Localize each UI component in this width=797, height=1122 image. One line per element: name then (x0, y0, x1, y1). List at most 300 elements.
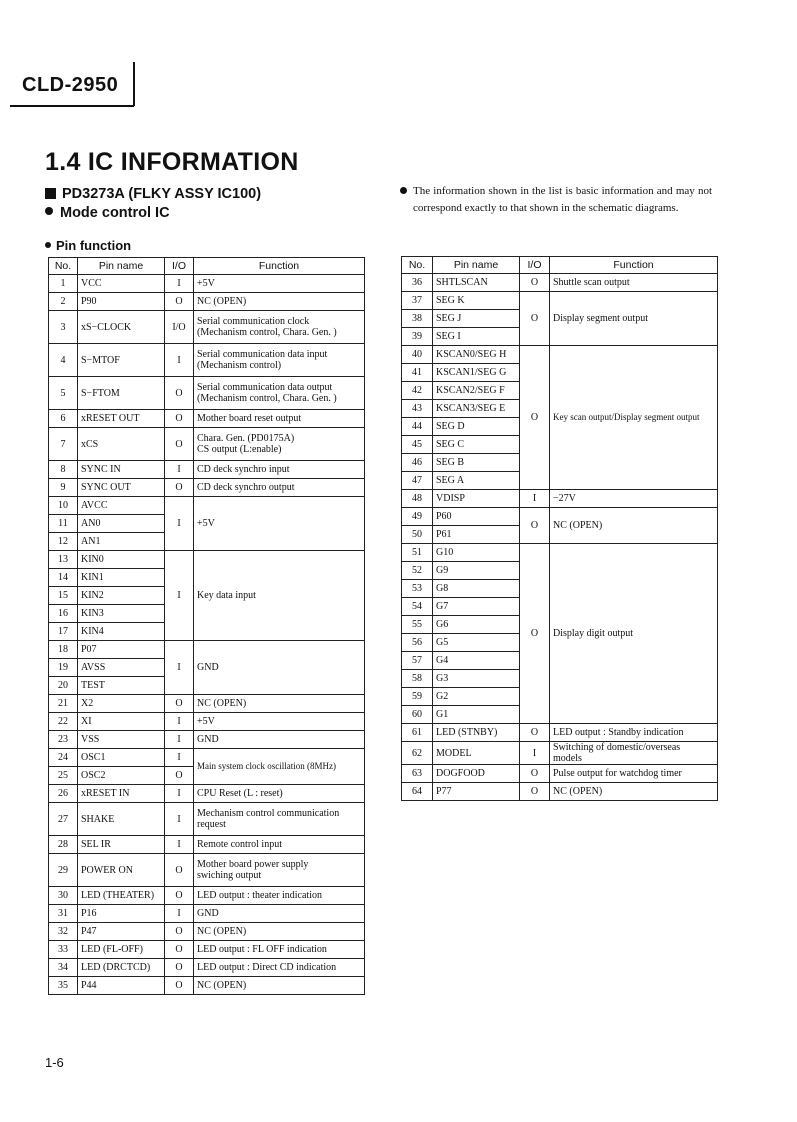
function-text-line2: CS output (L:enable) (197, 444, 282, 455)
pin-name: X2 (78, 695, 165, 713)
table-row (49, 803, 365, 836)
pin-number: 23 (49, 731, 78, 749)
pin-number: 56 (402, 634, 433, 652)
pin-number: 7 (49, 428, 78, 461)
pin-number: 25 (49, 767, 78, 785)
header-function: Function (550, 257, 718, 274)
pin-io: O (520, 765, 550, 783)
pin-io: I (165, 275, 194, 293)
function-text: Shuttle scan output (553, 277, 630, 288)
pin-function (550, 783, 718, 801)
pin-function (194, 803, 365, 836)
page-number: 1-6 (45, 1055, 64, 1070)
pin-name: P77 (433, 783, 520, 801)
pin-name: G8 (433, 580, 520, 598)
pin-name: G7 (433, 598, 520, 616)
table-row (49, 479, 365, 497)
pin-io: I (165, 785, 194, 803)
pin-name: xRESET OUT (78, 410, 165, 428)
pin-function (550, 346, 718, 490)
pin-number: 47 (402, 472, 433, 490)
table-row (49, 344, 365, 377)
pin-name: P44 (78, 977, 165, 995)
pin-name: AVCC (78, 497, 165, 515)
pin-function (194, 551, 365, 641)
pin-name: AN0 (78, 515, 165, 533)
pin-io: I (520, 490, 550, 508)
pin-io: O (520, 783, 550, 801)
pin-name: SEG A (433, 472, 520, 490)
pin-table-right (401, 256, 718, 801)
pin-io: O (165, 479, 194, 497)
pin-name: S−MTOF (78, 344, 165, 377)
function-text: Display segment output (553, 313, 648, 324)
pin-io: I (165, 803, 194, 836)
pin-number: 5 (49, 377, 78, 410)
pin-number: 19 (49, 659, 78, 677)
pin-name: SHTLSCAN (433, 274, 520, 292)
pin-number: 38 (402, 310, 433, 328)
pin-number: 49 (402, 508, 433, 526)
table-row (49, 311, 365, 344)
table-row (49, 713, 365, 731)
pin-io: O (165, 428, 194, 461)
table-row (402, 742, 718, 765)
ic-subtitle-text: PD3273A (FLKY ASSY IC100) (62, 186, 262, 202)
table-row (49, 749, 365, 767)
pin-name: SEG C (433, 436, 520, 454)
pin-io: O (165, 959, 194, 977)
pin-number: 3 (49, 311, 78, 344)
pin-number: 12 (49, 533, 78, 551)
table-row (402, 765, 718, 783)
function-text: Chara. Gen. (PD0175A) (197, 433, 295, 444)
pin-function (194, 410, 365, 428)
pin-number: 20 (49, 677, 78, 695)
header-pin-name: Pin name (78, 258, 165, 275)
pin-name: S−FTOM (78, 377, 165, 410)
pin-function (194, 977, 365, 995)
pin-number: 64 (402, 783, 433, 801)
pin-function (194, 293, 365, 311)
pin-name: AN1 (78, 533, 165, 551)
pin-function (194, 311, 365, 344)
pin-function (194, 785, 365, 803)
table-row (402, 346, 718, 364)
pin-name: MODEL (433, 742, 520, 765)
function-text: Key scan output/Display segment output (553, 412, 700, 422)
pin-number: 46 (402, 454, 433, 472)
table-row (49, 410, 365, 428)
pin-number: 62 (402, 742, 433, 765)
header-pin-name: Pin name (433, 257, 520, 274)
mode-subtitle (45, 205, 170, 221)
function-text: −27V (553, 493, 576, 504)
pin-table-left (48, 257, 365, 995)
pin-name: KIN4 (78, 623, 165, 641)
pin-io: I (165, 551, 194, 641)
table-row (49, 959, 365, 977)
pin-io: I (165, 461, 194, 479)
pin-function (194, 428, 365, 461)
info-note-text: The information shown in the list is basic information and may not correspond exactly to that shown in the schematic diagrams. (413, 185, 712, 214)
function-text: LED output : theater indication (197, 890, 322, 901)
pin-function (194, 461, 365, 479)
pin-number: 32 (49, 923, 78, 941)
function-text: GND (197, 734, 219, 745)
table-row (402, 292, 718, 310)
pin-io: I (165, 836, 194, 854)
pin-function (194, 923, 365, 941)
table-row (402, 783, 718, 801)
pin-name: xS−CLOCK (78, 311, 165, 344)
pin-name: DOGFOOD (433, 765, 520, 783)
pin-name: KSCAN1/SEG G (433, 364, 520, 382)
function-text-line2: request (197, 819, 226, 830)
pin-name: TEST (78, 677, 165, 695)
pin-io: I (165, 641, 194, 695)
function-text: LED output : FL OFF indication (197, 944, 327, 955)
pin-io: O (520, 544, 550, 724)
pin-number: 40 (402, 346, 433, 364)
pin-name: KSCAN0/SEG H (433, 346, 520, 364)
table-row (49, 461, 365, 479)
pin-io: O (165, 767, 194, 785)
pin-io: I (165, 344, 194, 377)
pin-function (550, 508, 718, 544)
pin-name: SEG K (433, 292, 520, 310)
pin-name: P16 (78, 905, 165, 923)
pin-name: KIN0 (78, 551, 165, 569)
pin-function (194, 887, 365, 905)
pin-name: VCC (78, 275, 165, 293)
mode-subtitle-text: Mode control IC (60, 205, 170, 221)
pin-number: 48 (402, 490, 433, 508)
pin-name: xRESET IN (78, 785, 165, 803)
table-row (49, 551, 365, 569)
pin-number: 37 (402, 292, 433, 310)
pin-io: O (520, 346, 550, 490)
table-row (49, 731, 365, 749)
pin-io: O (165, 410, 194, 428)
pin-function (194, 377, 365, 410)
pin-function (194, 836, 365, 854)
pin-number: 10 (49, 497, 78, 515)
pin-io: O (165, 695, 194, 713)
pin-name: G1 (433, 706, 520, 724)
pin-number: 9 (49, 479, 78, 497)
pin-function (194, 497, 365, 551)
pin-function (550, 765, 718, 783)
pin-number: 63 (402, 765, 433, 783)
pin-number: 30 (49, 887, 78, 905)
pin-name: VSS (78, 731, 165, 749)
pin-io: I (165, 497, 194, 551)
pin-function (550, 490, 718, 508)
pin-number: 36 (402, 274, 433, 292)
pin-number: 39 (402, 328, 433, 346)
pin-io: I (165, 731, 194, 749)
pin-io: O (520, 292, 550, 346)
pin-io: I (165, 713, 194, 731)
table-row (49, 887, 365, 905)
pin-io: O (520, 508, 550, 544)
table-row (49, 785, 365, 803)
pin-io: O (165, 977, 194, 995)
pin-name: SEL IR (78, 836, 165, 854)
function-text: Serial communication data input (197, 349, 328, 360)
header-io: I/O (165, 258, 194, 275)
pin-name: G3 (433, 670, 520, 688)
pin-name: SEG J (433, 310, 520, 328)
pin-io: O (165, 887, 194, 905)
pin-number: 52 (402, 562, 433, 580)
function-text: Serial communication clock (197, 316, 310, 327)
pin-number: 26 (49, 785, 78, 803)
pin-name: SYNC OUT (78, 479, 165, 497)
info-note (400, 183, 712, 217)
pin-function (194, 941, 365, 959)
pin-name: SEG D (433, 418, 520, 436)
function-text: NC (OPEN) (197, 296, 247, 307)
pin-name: G2 (433, 688, 520, 706)
pin-name: G5 (433, 634, 520, 652)
table-row (49, 275, 365, 293)
section-title: 1.4 IC INFORMATION (45, 148, 299, 176)
pin-name: LED (THEATER) (78, 887, 165, 905)
pin-name: xCS (78, 428, 165, 461)
pin-number: 44 (402, 418, 433, 436)
pin-name: LED (DRCTCD) (78, 959, 165, 977)
bullet-icon (45, 207, 53, 215)
pin-number: 59 (402, 688, 433, 706)
pin-number: 21 (49, 695, 78, 713)
model-name: CLD-2950 (22, 74, 119, 96)
table-row (49, 641, 365, 659)
pin-function (550, 292, 718, 346)
pin-number: 61 (402, 724, 433, 742)
table-row (49, 923, 365, 941)
function-text: GND (197, 908, 219, 919)
table-row (49, 497, 365, 515)
function-text: Mother board power supply (197, 859, 309, 870)
pin-function (550, 742, 718, 765)
pin-function (550, 274, 718, 292)
header-io: I/O (520, 257, 550, 274)
table-row (49, 977, 365, 995)
pin-number: 34 (49, 959, 78, 977)
pin-number: 11 (49, 515, 78, 533)
table-row (49, 293, 365, 311)
pin-number: 45 (402, 436, 433, 454)
function-text: CPU Reset (L : reset) (197, 788, 283, 799)
pin-name: POWER ON (78, 854, 165, 887)
function-text-line2: (Mechanism control, Chara. Gen. ) (197, 393, 337, 404)
pin-number: 24 (49, 749, 78, 767)
pin-number: 57 (402, 652, 433, 670)
pin-function (194, 854, 365, 887)
pin-number: 29 (49, 854, 78, 887)
pin-function (194, 344, 365, 377)
pin-function (550, 544, 718, 724)
pin-name: P61 (433, 526, 520, 544)
header-no: No. (402, 257, 433, 274)
pin-number: 6 (49, 410, 78, 428)
pin-number: 55 (402, 616, 433, 634)
pin-number: 33 (49, 941, 78, 959)
pin-number: 18 (49, 641, 78, 659)
pin-number: 1 (49, 275, 78, 293)
pin-io: O (520, 724, 550, 742)
pin-io: O (520, 274, 550, 292)
pin-name: G6 (433, 616, 520, 634)
pin-io: I (520, 742, 550, 765)
table-row (49, 428, 365, 461)
pin-name: P07 (78, 641, 165, 659)
bullet-icon (45, 242, 51, 248)
pin-io: I/O (165, 311, 194, 344)
pin-function-label: Pin function (56, 238, 132, 253)
model-divider (133, 62, 135, 106)
function-text: +5V (197, 278, 215, 289)
pin-io: O (165, 854, 194, 887)
pin-number: 28 (49, 836, 78, 854)
function-text: LED output : Standby indication (553, 727, 684, 738)
function-text-line2: swiching output (197, 870, 262, 881)
pin-number: 35 (49, 977, 78, 995)
pin-number: 4 (49, 344, 78, 377)
pin-name: P47 (78, 923, 165, 941)
pin-number: 43 (402, 400, 433, 418)
function-text: NC (OPEN) (553, 520, 603, 531)
pin-function (194, 695, 365, 713)
table-row (49, 377, 365, 410)
function-text: Serial communication data output (197, 382, 333, 393)
pin-io: O (165, 941, 194, 959)
table-row (49, 905, 365, 923)
pin-name: KSCAN2/SEG F (433, 382, 520, 400)
pin-number: 14 (49, 569, 78, 587)
header-no: No. (49, 258, 78, 275)
pin-number: 54 (402, 598, 433, 616)
pin-number: 15 (49, 587, 78, 605)
pin-name: XI (78, 713, 165, 731)
pin-io: I (165, 905, 194, 923)
pin-name: LED (FL-OFF) (78, 941, 165, 959)
pin-number: 8 (49, 461, 78, 479)
pin-number: 41 (402, 364, 433, 382)
pin-io: O (165, 293, 194, 311)
pin-name: G9 (433, 562, 520, 580)
pin-name: G10 (433, 544, 520, 562)
pin-function (194, 713, 365, 731)
function-text-line2: (Mechanism control) (197, 360, 282, 371)
function-text-line2: models (553, 753, 582, 764)
pin-name: KIN2 (78, 587, 165, 605)
pin-number: 16 (49, 605, 78, 623)
function-text: Mechanism control communication (197, 808, 340, 819)
pin-io: O (165, 377, 194, 410)
function-text: +5V (197, 716, 215, 727)
function-text: GND (197, 662, 219, 673)
table-row (49, 836, 365, 854)
table-row (402, 544, 718, 562)
pin-function (194, 731, 365, 749)
bullet-icon (400, 187, 407, 194)
pin-name: P90 (78, 293, 165, 311)
model-underline (10, 105, 134, 107)
function-text: NC (OPEN) (553, 786, 603, 797)
pin-name: VDISP (433, 490, 520, 508)
function-text: Pulse output for watchdog timer (553, 768, 682, 779)
table-row (49, 854, 365, 887)
function-text: CD deck synchro output (197, 482, 295, 493)
pin-number: 2 (49, 293, 78, 311)
function-text: Remote control input (197, 839, 282, 850)
pin-name: KIN3 (78, 605, 165, 623)
pin-name: P60 (433, 508, 520, 526)
pin-name: G4 (433, 652, 520, 670)
function-text: Key data input (197, 590, 256, 601)
pin-function (194, 905, 365, 923)
function-text: Main system clock oscillation (8MHz) (197, 761, 336, 771)
ic-subtitle (45, 186, 261, 202)
pin-number: 50 (402, 526, 433, 544)
pin-number: 22 (49, 713, 78, 731)
function-text: NC (OPEN) (197, 926, 247, 937)
header-function: Function (194, 258, 365, 275)
pin-io: I (165, 749, 194, 767)
pin-number: 42 (402, 382, 433, 400)
pin-number: 51 (402, 544, 433, 562)
pin-function-heading (45, 238, 131, 253)
table-row (402, 274, 718, 292)
pin-name: SYNC IN (78, 461, 165, 479)
pin-number: 17 (49, 623, 78, 641)
function-text: NC (OPEN) (197, 980, 247, 991)
pin-number: 13 (49, 551, 78, 569)
function-text: +5V (197, 518, 215, 529)
table-row (49, 941, 365, 959)
pin-name: AVSS (78, 659, 165, 677)
pin-name: SHAKE (78, 803, 165, 836)
pin-function (550, 724, 718, 742)
pin-number: 31 (49, 905, 78, 923)
pin-number: 27 (49, 803, 78, 836)
function-text: Mother board reset output (197, 413, 302, 424)
table-row (402, 490, 718, 508)
pin-io: O (165, 923, 194, 941)
function-text: LED output : Direct CD indication (197, 962, 337, 973)
function-text: Switching of domestic/overseas (553, 742, 681, 753)
table-row (402, 724, 718, 742)
function-text: Display digit output (553, 628, 633, 639)
table-row (49, 695, 365, 713)
function-text: CD deck synchro input (197, 464, 290, 475)
pin-name: LED (STNBY) (433, 724, 520, 742)
pin-number: 60 (402, 706, 433, 724)
pin-number: 58 (402, 670, 433, 688)
pin-number: 53 (402, 580, 433, 598)
pin-name: SEG I (433, 328, 520, 346)
function-text: NC (OPEN) (197, 698, 247, 709)
pin-function (194, 641, 365, 695)
pin-name: SEG B (433, 454, 520, 472)
function-text-line2: (Mechanism control, Chara. Gen. ) (197, 327, 337, 338)
pin-name: KSCAN3/SEG E (433, 400, 520, 418)
pin-name: OSC1 (78, 749, 165, 767)
pin-function (194, 275, 365, 293)
